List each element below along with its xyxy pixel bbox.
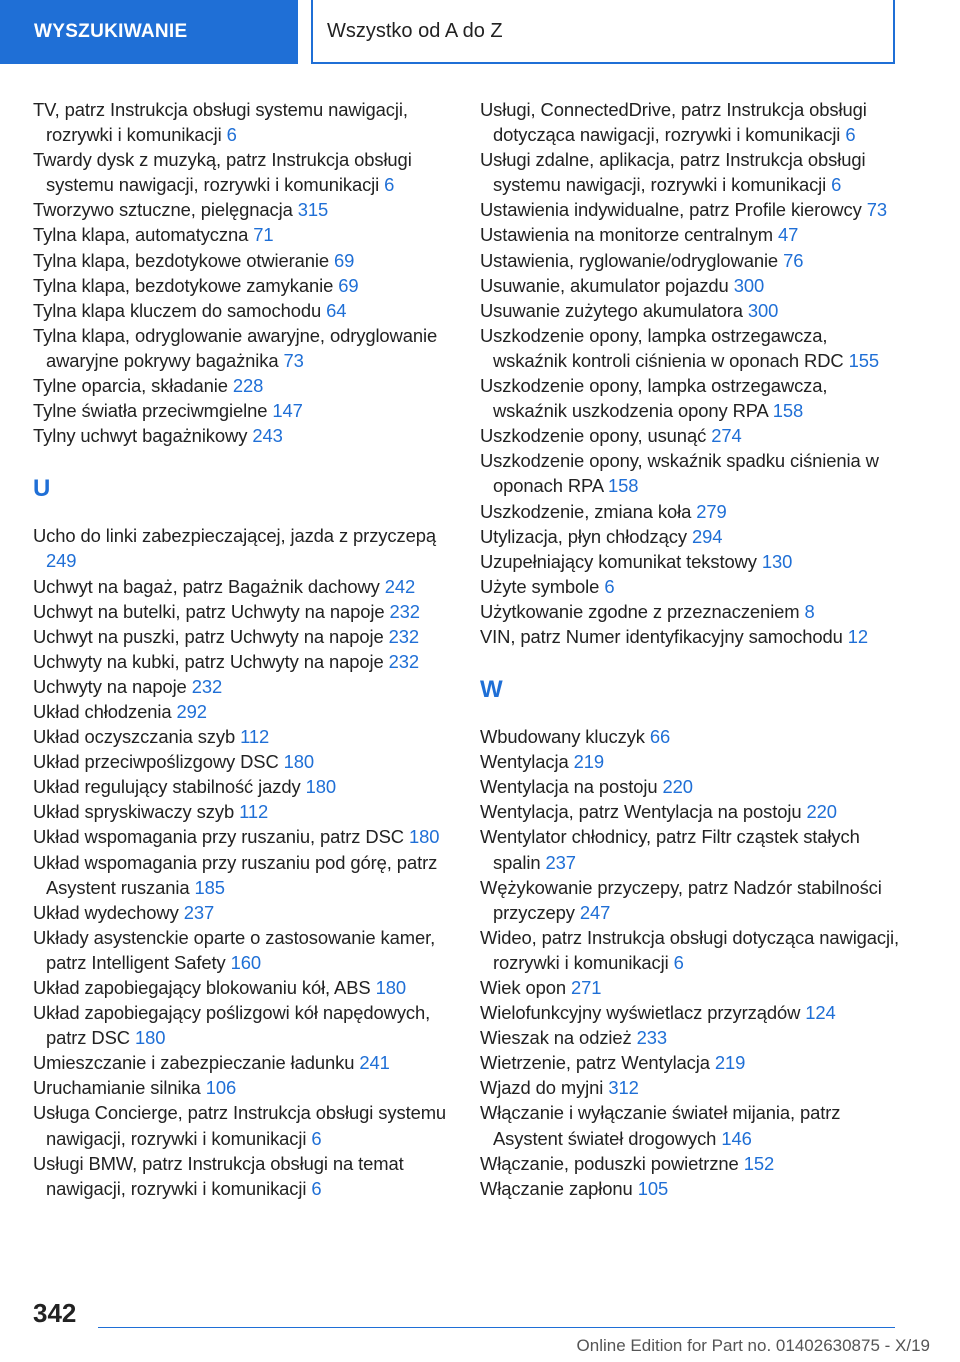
index-page-link[interactable]: 64 [326,299,347,321]
index-page-link[interactable]: 152 [743,1152,775,1174]
index-entry-text: Uchwyt na bagaż, patrz Bagażnik dachowy [33,575,380,597]
index-entry-text: Usługi, ConnectedDrive, patrz Instrukcja obsługi dotycząca nawigacji, rozrywki i komunikacji [480,99,867,146]
index-entry [33,147,458,197]
index-page-link[interactable]: 232 [388,650,419,672]
index-entry-text: Tylny uchwyt bagażnikowy [33,425,248,447]
index-page-link[interactable]: 158 [772,400,804,422]
index-page-link[interactable]: 6 [673,951,684,973]
index-entry [33,248,458,273]
index-entry [480,975,905,1000]
index-page-link[interactable]: 155 [848,349,879,371]
index-entry-text: Uszkodzenie, zmiana koła [480,500,692,522]
index-page-link[interactable]: 73 [283,349,304,371]
index-page-link[interactable]: 147 [272,400,303,422]
index-entry [33,624,458,649]
index-entry-text: VIN, patrz Numer identyfikacyjny samochodu [480,625,843,647]
index-entry [33,1000,458,1050]
index-entry [480,599,905,624]
index-entry [33,574,458,599]
index-entry [480,1151,905,1176]
index-page-link[interactable]: 6 [311,1127,322,1149]
index-page-link[interactable]: 228 [232,375,264,397]
index-entry [33,674,458,699]
index-letter-heading: U [33,475,51,503]
index-entry-text: Tylna klapa, bezdotykowe otwieranie [33,249,330,271]
index-entry-text: Włączanie, poduszki powietrzne [480,1152,739,1174]
index-entry-text: Tworzywo sztuczne, pielęgnacja [33,199,293,221]
index-page-link[interactable]: 6 [831,174,842,196]
index-entry-text: Układ zapobiegający poślizgowi kół napędowych, patrz DSC [33,1002,431,1049]
index-entry-text: Wielofunkcyjny wyświetlacz przyrządów [480,1002,801,1024]
index-entry [33,774,458,799]
index-entry [480,273,905,298]
index-entry-text: Uszkodzenie opony, lampka ostrzegawcza, wskaźnik kontroli ciśnienia w oponach RDC [480,324,844,371]
index-page-link[interactable]: 237 [545,851,576,873]
index-entry-text: Uchwyt na butelki, patrz Uchwyty na napoje [33,600,385,622]
index-page-link[interactable]: 6 [604,575,615,597]
index-column-right [480,97,905,1201]
index-entry [33,398,458,423]
index-page-link[interactable]: 180 [408,826,440,848]
index-entry [480,1075,905,1100]
index-entry-text: Tylna klapa, automatyczna [33,224,249,246]
edition-note: Online Edition for Part no. 01402630875 - X/19 [576,1336,930,1355]
index-page-link[interactable]: 105 [637,1177,669,1199]
index-entry [33,1151,458,1201]
index-entry-text: Układ zapobiegający blokowaniu kół, ABS [33,977,371,998]
index-entry [33,599,458,624]
index-entry-text: Układ spryskiwaczy szyb [33,801,235,823]
index-entry-text: Układ wspomagania przy ruszaniu, patrz DSC [33,826,404,848]
index-entry-text: Ustawienia indywidualne, patrz Profile kierowcy [480,199,862,221]
index-page-link[interactable]: 237 [183,901,215,923]
index-entry [33,900,458,925]
index-entry [480,1025,905,1050]
index-entry-text: Układ regulujący stabilność jazdy [33,776,301,798]
index-entry-text: Układ wspomagania przy ruszaniu pod górę, patrz Asystent ruszania [33,851,438,898]
index-entry [480,448,905,498]
index-page-link[interactable]: 219 [573,751,605,773]
index-page-link[interactable]: 279 [696,500,727,522]
index-entry-text: Wieszak na odzież [480,1027,632,1049]
index-entry [33,423,458,448]
index-entry-text: Układ chłodzenia [33,700,172,722]
index-entry [480,549,905,574]
index-page-link[interactable]: 71 [253,224,274,246]
index-entry-text: Utylizacja, płyn chłodzący [480,525,687,547]
index-entry-text: Układy asystenckie oparte o zastosowanie kamer, patrz Intelligent Safety [33,926,436,973]
index-entry-text: Wideo, patrz Instrukcja obsługi dotycząca nawigacji, rozrywki i komunikacji [480,926,900,973]
index-entry-text: Wjazd do myjni [480,1077,604,1099]
index-entry [33,1075,458,1100]
index-entry [480,97,905,147]
index-page-link[interactable]: 232 [191,675,223,697]
index-page-link[interactable]: 160 [230,951,261,973]
index-entry [33,799,458,824]
index-entry [480,1000,905,1025]
index-entry [480,1050,905,1075]
index-page-link[interactable]: 180 [134,1027,166,1049]
index-page-link[interactable]: 315 [297,199,329,221]
index-entry [33,699,458,724]
index-page-link[interactable]: 180 [283,751,315,773]
index-entry-text: Wiek opon [480,977,566,998]
index-entry [480,197,905,222]
footer-divider [98,1327,895,1328]
index-entry [480,323,905,373]
index-entry-text: Usuwanie zużytego akumulatora [480,299,743,321]
index-entry-text: Uszkodzenie opony, lampka ostrzegawcza, wskaźnik uszkodzenia opony RPA [480,375,828,422]
index-entry-text: Wentylacja na postoju [480,776,658,798]
index-entry-text: Uszkodzenie opony, usunąć [480,425,707,447]
index-entry [33,298,458,323]
index-page-link[interactable]: 180 [375,977,406,998]
index-entry-text: Układ wydechowy [33,901,179,923]
index-entry-text: Usuwanie, akumulator pojazdu [480,274,729,296]
section-title-tab[interactable] [311,0,895,64]
index-entry-text: Układ oczyszczania szyb [33,726,236,748]
index-entry [480,925,905,975]
index-page-link[interactable]: 158 [608,475,639,497]
index-entry [33,749,458,774]
index-entry [480,423,905,448]
index-page-link[interactable]: 6 [845,124,856,146]
index-entry-text: Ucho do linki zabezpieczającej, jazda z przyczepą [33,525,436,547]
index-entry [480,624,905,649]
index-entry [480,799,905,824]
index-entry [33,850,458,900]
index-entry-text: Uchwyty na napoje [33,675,187,697]
index-page-link[interactable]: 69 [338,274,359,296]
index-entry-text: Wentylacja [480,751,569,773]
index-entry-text: Użyte symbole [480,575,600,597]
index-entry [480,373,905,423]
index-page-link[interactable]: 106 [205,1077,237,1099]
index-entry [33,649,458,674]
index-entry [480,824,905,874]
index-entry [33,824,458,849]
index-entry-text: Włączanie i wyłączanie świateł mijania, patrz Asystent świateł drogowych [480,1102,841,1149]
index-page-link[interactable]: 6 [311,1177,322,1199]
index-entry [33,273,458,298]
tab-search[interactable] [0,0,298,64]
index-page-link[interactable]: 242 [384,575,416,597]
index-entry [33,97,458,147]
index-entry-text: Uchwyt na puszki, patrz Uchwyty na napoje [33,625,384,647]
index-entry-text: Wentylacja, patrz Wentylacja na postoju [480,801,802,823]
index-page-link[interactable]: 73 [866,199,887,221]
index-page-link[interactable]: 146 [721,1127,752,1149]
index-page-link[interactable]: 271 [571,977,602,998]
index-entry-text: Tylna klapa, odryglowanie awaryjne, odryglowanie awaryjne pokrywy bagażnika [33,324,438,371]
page-number: 342 [33,1298,77,1328]
index-entry-text: Twardy dysk z muzyką, patrz Instrukcja obsługi systemu nawigacji, rozrywki i komunikacji [33,149,412,196]
index-entry-text: Uruchamianie silnika [33,1077,201,1099]
index-entry [480,147,905,197]
index-page-link[interactable]: 300 [747,299,779,321]
tab-search-label: WYSZUKIWANIE [34,21,188,42]
index-entry-text: Użytkowanie zgodne z przeznaczeniem [480,600,800,622]
index-page-link[interactable]: 247 [579,901,611,923]
index-page-link[interactable]: 219 [714,1052,746,1074]
index-entry [480,574,905,599]
index-page-link[interactable]: 112 [239,801,269,823]
index-entry [33,975,458,1000]
index-page-link[interactable]: 292 [176,700,207,722]
index-entry-text: Wbudowany kluczyk [480,726,645,748]
index-entry [480,499,905,524]
section-title-label: Wszystko od A do Z [327,19,503,42]
index-page-link[interactable]: 249 [46,550,77,572]
index-page-link[interactable]: 69 [334,249,355,271]
index-page-link[interactable]: 232 [388,625,419,647]
index-entry [480,524,905,549]
index-page-link[interactable]: 243 [252,425,283,447]
index-page-link[interactable]: 180 [305,776,336,798]
index-page-link[interactable]: 300 [733,274,765,296]
index-entry [480,222,905,247]
index-entry-text: Usługi BMW, patrz Instrukcja obsługi na temat nawigacji, rozrywki i komunikacji [33,1152,404,1199]
index-entry-text: Ustawienia na monitorze centralnym [480,224,774,246]
index-entry-text: Tylna klapa, bezdotykowe zamykanie [33,274,334,296]
index-entry-text: Włączanie zapłonu [480,1177,633,1199]
index-entry [480,875,905,925]
index-entry [480,1176,905,1201]
index-page-link[interactable]: 220 [662,776,693,798]
index-entry-text: Wietrzenie, patrz Wentylacja [480,1052,710,1074]
index-page-link[interactable]: 47 [778,224,799,246]
index-letter-heading: W [480,676,503,704]
index-entry-text: Wentylator chłodnicy, patrz Filtr cząstek stałych spalin [480,826,860,873]
index-entry-text: Umieszczanie i zabezpieczanie ładunku [33,1052,355,1074]
index-entry-text: Uszkodzenie opony, wskaźnik spadku ciśnienia w oponach RPA [480,450,879,497]
index-page-link[interactable]: 66 [649,726,671,748]
index-entry-text: Usługa Concierge, patrz Instrukcja obsługi systemu nawigacji, rozrywki i komunikacji [33,1102,447,1149]
index-entry-text: TV, patrz Instrukcja obsługi systemu nawigacji, rozrywki i komunikacji [33,99,408,146]
index-page-link[interactable]: 274 [711,425,742,447]
index-entry [480,774,905,799]
index-entry [33,222,458,247]
index-page-link[interactable]: 232 [389,600,420,622]
index-page-link[interactable]: 8 [804,600,815,622]
index-column-left [33,97,458,1201]
index-page-link[interactable]: 6 [226,124,237,146]
index-entry [33,1100,458,1150]
index-page-link[interactable]: 76 [783,249,804,271]
index-entry [33,197,458,222]
index-entry [480,1100,905,1150]
index-entry [33,523,458,573]
index-entry-text: Tylne światła przeciwmgielne [33,400,268,422]
index-page-link[interactable]: 130 [761,550,793,572]
index-page-link[interactable]: 124 [805,1002,836,1024]
index-page-link[interactable]: 220 [806,801,837,823]
index-page-link[interactable]: 294 [691,525,723,547]
index-entry-text: Układ przeciwpoślizgowy DSC [33,751,279,773]
index-entry [33,925,458,975]
index-page-link[interactable]: 312 [608,1077,639,1099]
index-page-link[interactable]: 12 [847,625,869,647]
index-page-link[interactable]: 185 [194,876,225,898]
index-entry [480,298,905,323]
index-page-link[interactable]: 241 [359,1052,390,1074]
index-entry-text: Tylne oparcia, składanie [33,375,228,397]
index-entry [480,248,905,273]
index-entry-text: Usługi zdalne, aplikacja, patrz Instrukcja obsługi systemu nawigacji, rozrywki i komunikacji [480,149,866,196]
index-entry-text: Uchwyty na kubki, patrz Uchwyty na napoje [33,650,384,672]
index-entry [480,749,905,774]
index-entry-text: Tylna klapa kluczem do samochodu [33,299,322,321]
index-page-link[interactable]: 112 [240,726,270,748]
index-page-link[interactable]: 6 [384,174,395,196]
index-entry [33,724,458,749]
index-entry-text: Uzupełniający komunikat tekstowy [480,550,757,572]
index-page-link[interactable]: 233 [636,1027,668,1049]
index-entry [480,724,905,749]
index-entry [33,323,458,373]
index-entry-text: Wężykowanie przyczepy, patrz Nadzór stabilności przyczepy [480,876,882,923]
index-entry [33,373,458,398]
index-entry [33,1050,458,1075]
index-entry-text: Ustawienia, ryglowanie/odryglowanie [480,249,779,271]
